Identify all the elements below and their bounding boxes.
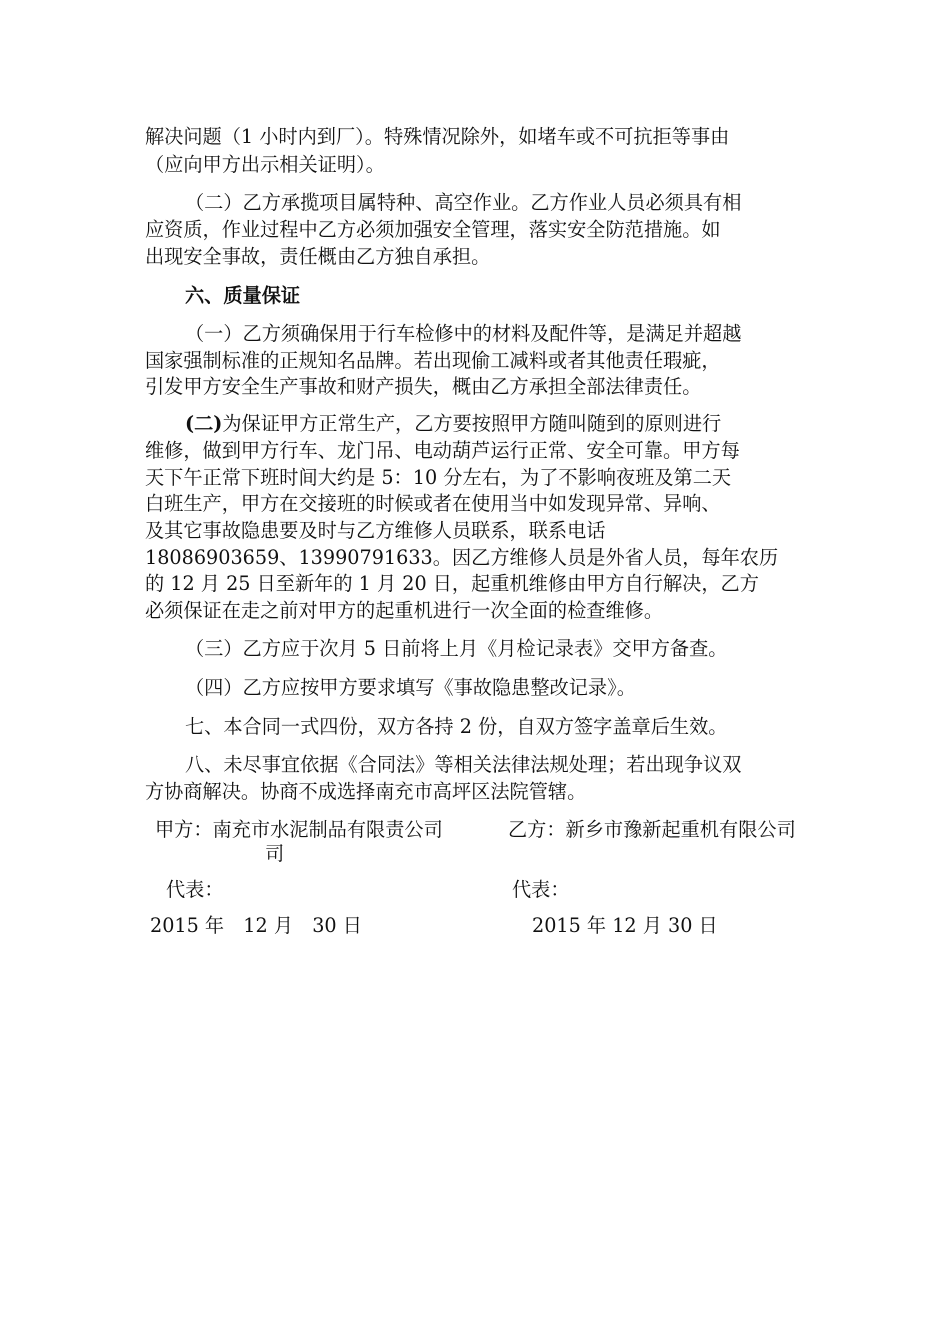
- paragraph-line: 白班生产，甲方在交接班的时候或者在使用当中如发现异常、异响、: [145, 492, 721, 515]
- paragraph-line: （四）乙方应按甲方要求填写《事故隐患整改记录》。: [185, 676, 636, 699]
- paragraph-text: 为保证甲方正常生产，乙方要按照甲方随叫随到的原则进行: [222, 412, 722, 435]
- paragraph-line: （三）乙方应于次月 5 日前将上月《月检记录表》交甲方备查。: [185, 637, 728, 660]
- party-a-label: 甲方：南充市水泥制品有限责公司: [155, 818, 443, 841]
- paragraph-line: （应向甲方出示相关证明）。: [145, 153, 385, 176]
- party-a-date: 2015 年 12 月 30 日: [150, 914, 362, 937]
- item-marker: (二): [185, 412, 223, 435]
- paragraph-line: 必须保证在走之前对甲方的起重机进行一次全面的检查维修。: [145, 599, 664, 622]
- paragraph-line: 国家强制标准的正规知名品牌。若出现偷工减料或者其他责任瑕疵，: [145, 349, 721, 372]
- paragraph-line: 18086903659、13990791633。因乙方维修人员是外省人员，每年农历: [145, 546, 779, 569]
- paragraph-line: 维修，做到甲方行车、龙门吊、电动葫芦运行正常、安全可靠。甲方每: [145, 439, 740, 462]
- paragraph-line: 及其它事故隐患要及时与乙方维修人员联系，联系电话: [145, 519, 606, 542]
- party-a-rep: 代表：: [166, 878, 224, 901]
- paragraph-line: 的 12 月 25 日至新年的 1 月 20 日，起重机维修由甲方自行解决，乙方: [145, 572, 759, 595]
- paragraph-line: 七、本合同一式四份，双方各持 2 份，自双方签字盖章后生效。: [185, 715, 728, 738]
- paragraph-line: 出现安全事故，责任概由乙方独自承担。: [145, 245, 491, 268]
- paragraph-line: 天下午正常下班时间大约是 5：10 分左右，为了不影响夜班及第二天: [145, 466, 732, 489]
- paragraph-line: （一）乙方须确保用于行车检修中的材料及配件等，是满足并超越: [185, 322, 742, 345]
- party-b-rep: 代表：: [512, 878, 570, 901]
- party-a-label-wrap: 司: [265, 842, 285, 865]
- party-b-date: 2015 年 12 月 30 日: [532, 914, 718, 937]
- paragraph-line: 引发甲方安全生产事故和财产损失，概由乙方承担全部法律责任。: [145, 375, 702, 398]
- paragraph-line: （二）乙方承揽项目属特种、高空作业。乙方作业人员必须具有相: [185, 191, 742, 214]
- paragraph-line: 方协商解决。协商不成选择南充市高坪区法院管辖。: [145, 780, 587, 803]
- paragraph-line: 解决问题（1 小时内到厂）。特殊情况除外，如堵车或不可抗拒等事由: [145, 125, 730, 148]
- section-heading: 六、质量保证: [185, 284, 301, 307]
- paragraph-line: 应资质，作业过程中乙方必须加强安全管理，落实安全防范措施。如: [145, 218, 721, 241]
- paragraph-line: [185, 412, 721, 436]
- party-b-label: 乙方：新乡市豫新起重机有限公司: [508, 818, 796, 841]
- paragraph-line: 八、未尽事宜依据《合同法》等相关法律法规处理；若出现争议双: [185, 753, 742, 776]
